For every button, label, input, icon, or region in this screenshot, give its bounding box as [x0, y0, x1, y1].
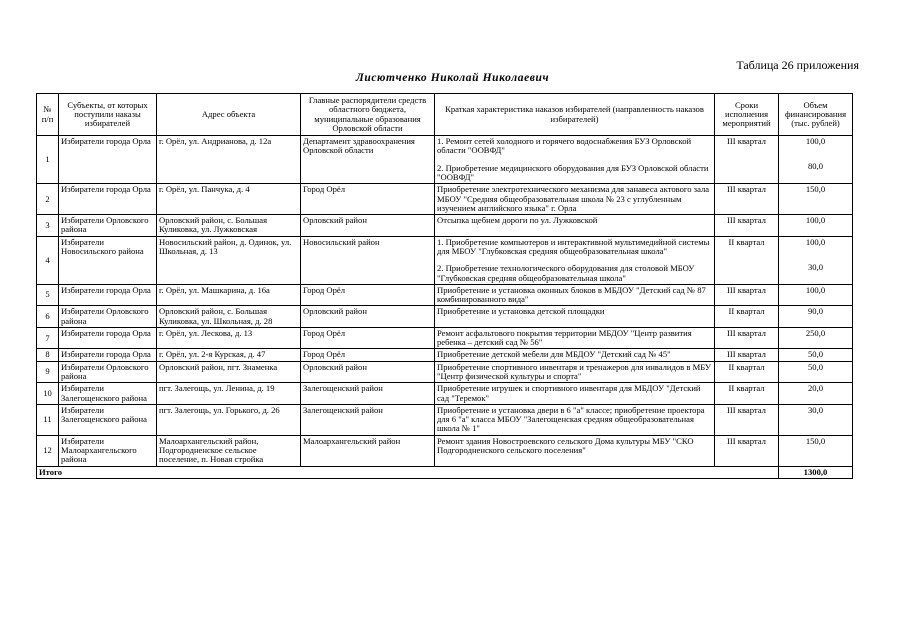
amount-cell [779, 361, 853, 383]
description-cell [435, 306, 715, 328]
term-cell: II квартал [715, 236, 779, 284]
term-cell: III квартал [715, 435, 779, 466]
description-cell [435, 361, 715, 383]
subject-cell: Избиратели Орловского района [59, 306, 157, 328]
distributor-cell: Департамент здравоохранения Орловской области [301, 136, 435, 184]
address-cell: г. Орёл, ул. Андрианова, д. 12а [157, 136, 301, 184]
row-number: 4 [37, 236, 59, 284]
amount-cell [779, 306, 853, 328]
description-cell [435, 327, 715, 349]
column-header: № п/п [37, 94, 59, 136]
description-line: Приобретение и установка двери в 6 "а" классе; приобретение проектора для 6 "а" класса МБОУ "Залегощенская средняя общеобразовательная школа № 1" [437, 404, 705, 434]
amount-value: 90,0 [807, 306, 824, 317]
table-row [37, 435, 853, 466]
amount-value: 30,0 [807, 404, 824, 415]
subject-cell: Избиратели города Орла [59, 284, 157, 306]
table-row [37, 404, 853, 435]
subject-cell: Избиратели города Орла [59, 184, 157, 215]
description-line: Приобретение игрушек и спортивного инвентаря для МБДОУ "Детский сад "Теремок" [437, 383, 701, 403]
term-cell: III квартал [715, 404, 779, 435]
description-line: 1. Ремонт сетей холодного и горячего водоснабжения БУЗ Орловской области "ООВФД" [437, 136, 692, 156]
amount-cell [779, 435, 853, 466]
amount-cell [779, 327, 853, 349]
column-header: Объем финансирования (тыс. рублей) [779, 94, 853, 136]
table-row [37, 383, 853, 405]
description-line: 2. Приобретение медицинского оборудования для БУЗ Орловской области "ООВФД" [437, 162, 709, 182]
table-row [37, 136, 853, 184]
distributor-cell: Залегощенский район [301, 404, 435, 435]
appendix-label: Таблица 26 приложения [736, 58, 859, 72]
distributor-cell: Малоархангельский район [301, 435, 435, 466]
row-number: 1 [37, 136, 59, 184]
description-line: Приобретение электротехнического механизма для занавеса актового зала МБОУ "Средняя общеобразовательная школа № 23 с углубленным изучением английского языка" г. Орла [437, 184, 710, 213]
description-cell [435, 404, 715, 435]
table-body [37, 136, 853, 466]
description-line: Приобретение детской мебели для МБДОУ "Детский сад № 45" [437, 349, 671, 360]
amount-value: 250,0 [805, 327, 826, 338]
row-number: 6 [37, 306, 59, 328]
table-row [37, 349, 853, 361]
table-row [37, 361, 853, 383]
amount-value: 150,0 [805, 184, 826, 195]
amount-cell [779, 284, 853, 306]
subject-cell: Избиратели Орловского района [59, 361, 157, 383]
subject-cell: Избиратели города Орла [59, 349, 157, 361]
amount-value: 100,0 [805, 236, 826, 247]
table-header-row [37, 94, 853, 136]
subject-cell: Избиратели Залегощенского района [59, 383, 157, 405]
subject-cell: Избиратели Орловского района [59, 215, 157, 237]
description-line: 1. Приобретение компьютеров и интерактивной мультимедийной системы для МБОУ "Глубковская средняя общеобразовательная школа" [437, 236, 710, 256]
total-amount: 1300,0 [779, 466, 853, 478]
table-row [37, 306, 853, 328]
address-cell: г. Орёл, ул. 2-я Курская, д. 47 [157, 349, 301, 361]
subject-cell: Избиратели Малоархангельского района [59, 435, 157, 466]
address-cell: Орловский район, пгт. Знаменка [157, 361, 301, 383]
address-cell: Новосильский район, д. Одинок, ул. Школьная, д. 13 [157, 236, 301, 284]
term-cell: II квартал [715, 361, 779, 383]
address-cell: Орловский район, с. Большая Куликовка, ул. Школьная, д. 28 [157, 306, 301, 328]
description-line: Ремонт асфальтового покрытия территории МБДОУ "Центр развития ребенка – детский сад № 56" [437, 327, 692, 348]
amount-cell [779, 184, 853, 215]
amount-value: 20,0 [807, 383, 824, 394]
description-cell [435, 383, 715, 405]
address-cell: г. Орёл, ул. Машкарина, д. 16а [157, 284, 301, 306]
amount-cell [779, 404, 853, 435]
row-number: 2 [37, 184, 59, 215]
distributor-cell: Город Орёл [301, 327, 435, 349]
term-cell: III квартал [715, 136, 779, 184]
description-cell [435, 349, 715, 361]
row-number: 5 [37, 284, 59, 306]
term-cell: III квартал [715, 184, 779, 215]
amount-value: 80,0 [807, 161, 824, 172]
row-number: 3 [37, 215, 59, 237]
table-row [37, 236, 853, 284]
column-header: Краткая характеристика наказов избирателей (направленность наказов избирателей) [435, 94, 715, 136]
person-name: Лисютченко Николай Николаевич [355, 72, 550, 84]
table-row [37, 184, 853, 215]
distributor-cell: Город Орёл [301, 184, 435, 215]
address-cell: пгт. Залегощь, ул. Горького, д. 26 [157, 404, 301, 435]
amount-value: 50,0 [807, 361, 824, 372]
subject-cell: Избиратели города Орла [59, 327, 157, 349]
subject-cell: Избиратели Залегощенского района [59, 404, 157, 435]
term-cell: III квартал [715, 349, 779, 361]
distributor-cell: Орловский район [301, 361, 435, 383]
description-line: Приобретение спортивного инвентаря и тренажеров для инвалидов в МБУ "Центр физической культуры и спорта" [437, 361, 711, 382]
orders-table [36, 93, 853, 479]
row-number: 10 [37, 383, 59, 405]
subject-cell: Избиратели Новосильского района [59, 236, 157, 284]
total-label: Итого [37, 466, 779, 478]
table-row [37, 215, 853, 237]
amount-cell [779, 349, 853, 361]
subject-cell: Избиратели города Орла [59, 136, 157, 184]
row-number: 9 [37, 361, 59, 383]
description-cell [435, 236, 715, 284]
column-header: Адрес объекта [157, 94, 301, 136]
column-header: Главные распорядители средств областного бюджета, муниципальные образования Орловской области [301, 94, 435, 136]
term-cell: II квартал [715, 383, 779, 405]
column-header: Субъекты, от которых поступили наказы избирателей [59, 94, 157, 136]
address-cell: г. Орёл, ул. Панчука, д. 4 [157, 184, 301, 215]
amount-cell [779, 136, 853, 184]
distributor-cell: Город Орёл [301, 284, 435, 306]
description-line: Ремонт здания Новостроевского сельского Дома культуры МБУ "СКО Подгородненского сельского поселения" [437, 435, 694, 455]
amount-value: 150,0 [805, 435, 826, 446]
description-line: Приобретение и установка оконных блоков в МБДОУ "Детский сад № 87 комбинированного вида" [437, 284, 706, 305]
description-cell [435, 284, 715, 306]
amount-cell [779, 215, 853, 237]
address-cell: Орловский район, с. Большая Куликовка, ул. Лужковская [157, 215, 301, 237]
description-cell [435, 184, 715, 215]
description-line: Отсыпка щебнем дороги по ул. Лужковской [437, 215, 598, 226]
description-line: 2. Приобретение технологического оборудования для столовой МБОУ "Глубковская средняя общеобразовательная школа" [437, 263, 695, 283]
row-number: 12 [37, 435, 59, 466]
term-cell: II квартал [715, 306, 779, 328]
row-number: 7 [37, 327, 59, 349]
address-cell: пгт. Залегощь, ул. Ленина, д. 19 [157, 383, 301, 405]
distributor-cell: Залегощенский район [301, 383, 435, 405]
description-line: Приобретение и установка детской площадки [437, 306, 605, 317]
term-cell: III квартал [715, 284, 779, 306]
amount-value: 100,0 [805, 215, 826, 226]
description-cell [435, 215, 715, 237]
column-header: Сроки исполнения мероприятий [715, 94, 779, 136]
amount-value: 50,0 [807, 349, 824, 360]
amount-value: 100,0 [805, 136, 826, 147]
row-number: 8 [37, 349, 59, 361]
table-row [37, 327, 853, 349]
description-cell [435, 435, 715, 466]
distributor-cell: Новосильский район [301, 236, 435, 284]
description-cell [435, 136, 715, 184]
distributor-cell: Город Орёл [301, 349, 435, 361]
amount-value: 30,0 [807, 261, 824, 272]
table-row [37, 284, 853, 306]
total-row [37, 466, 853, 478]
distributor-cell: Орловский район [301, 306, 435, 328]
amount-cell [779, 383, 853, 405]
row-number: 11 [37, 404, 59, 435]
distributor-cell: Орловский район [301, 215, 435, 237]
address-cell: г. Орёл, ул. Лескова, д. 13 [157, 327, 301, 349]
amount-cell [779, 236, 853, 284]
term-cell: III квартал [715, 215, 779, 237]
address-cell: Малоархангельский район, Подгородненское сельское поселение, п. Новая стройка [157, 435, 301, 466]
term-cell: III квартал [715, 327, 779, 349]
amount-value: 100,0 [805, 284, 826, 295]
